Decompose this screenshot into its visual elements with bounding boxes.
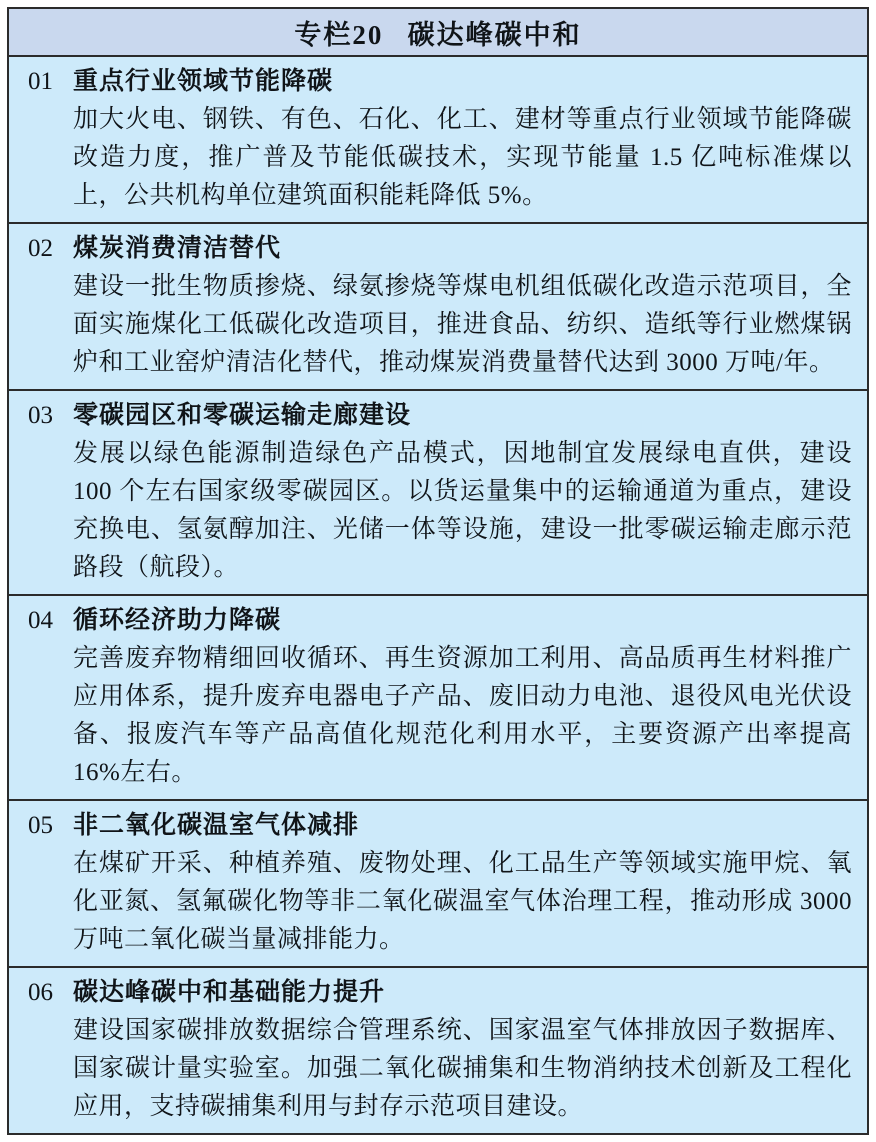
section-row-04: [9, 596, 867, 801]
section-body: 建设一批生物质掺烧、绿氨掺烧等煤电机组低碳化改造示范项目，全面实施煤化工低碳化改造项目，推进食品、纺织、造纸等行业燃煤锅炉和工业窑炉清洁化替代，推动煤炭消费量替代达到 3000 万吨/年。: [73, 273, 852, 376]
section-title: 煤炭消费清洁替代: [73, 235, 282, 262]
section-title: 循环经济助力降碳: [73, 607, 282, 634]
section-number: 05: [28, 812, 53, 839]
section-title: 非二氧化碳温室气体减排: [73, 812, 360, 839]
section-content: [73, 602, 867, 792]
section-body: 加大火电、钢铁、有色、石化、化工、建材等重点行业领域节能降碳改造力度，推广普及节能低碳技术，实现节能量 1.5 亿吨标准煤以上，公共机构单位建筑面积能耗降低 5%。: [73, 106, 852, 209]
section-number: 02: [28, 235, 53, 262]
box-header-label: 专栏20: [294, 19, 384, 50]
section-content: [73, 807, 867, 959]
section-title: 零碳园区和零碳运输走廊建设: [73, 402, 412, 429]
section-row-06: [9, 968, 867, 1133]
section-content: [73, 974, 867, 1126]
section-content: [73, 230, 867, 382]
section-row-02: [9, 224, 867, 391]
section-row-05: [9, 801, 867, 968]
section-body: 在煤矿开采、种植养殖、废物处理、化工品生产等领域实施甲烷、氧化亚氮、氢氟碳化物等非二氧化碳温室气体治理工程，推动形成 3000 万吨二氧化碳当量减排能力。: [73, 850, 852, 953]
section-number: 03: [28, 402, 53, 429]
section-content: [73, 397, 867, 587]
section-body: 建设国家碳排放数据综合管理系统、国家温室气体排放因子数据库、国家碳计量实验室。加强二氧化碳捕集和生物消纳技术创新及工程化应用，支持碳捕集利用与封存示范项目建设。: [73, 1017, 852, 1120]
section-title: 重点行业领域节能降碳: [73, 68, 334, 95]
section-body: 完善废弃物精细回收循环、再生资源加工利用、高品质再生材料推广应用体系，提升废弃电器电子产品、废旧动力电池、退役风电光伏设备、报废汽车等产品高值化规范化利用水平，主要资源产出率提高 16%左右。: [73, 645, 852, 786]
box-header: [9, 9, 867, 57]
section-row-03: [9, 391, 867, 596]
section-number: 04: [28, 607, 53, 634]
section-row-01: [9, 57, 867, 224]
section-number: 06: [28, 979, 53, 1006]
section-title: 碳达峰碳中和基础能力提升: [73, 979, 386, 1006]
column-box: [7, 7, 869, 1135]
section-number: 01: [28, 68, 53, 95]
section-body: 发展以绿色能源制造绿色产品模式，因地制宜发展绿电直供，建设 100 个左右国家级零碳园区。以货运量集中的运输通道为重点，建设充换电、氢氨醇加注、光储一体等设施，建设一批零碳运输走廊示范路段（航段）。: [73, 440, 852, 581]
box-header-title: 碳达峰碳中和: [407, 19, 582, 50]
section-content: [73, 63, 867, 215]
